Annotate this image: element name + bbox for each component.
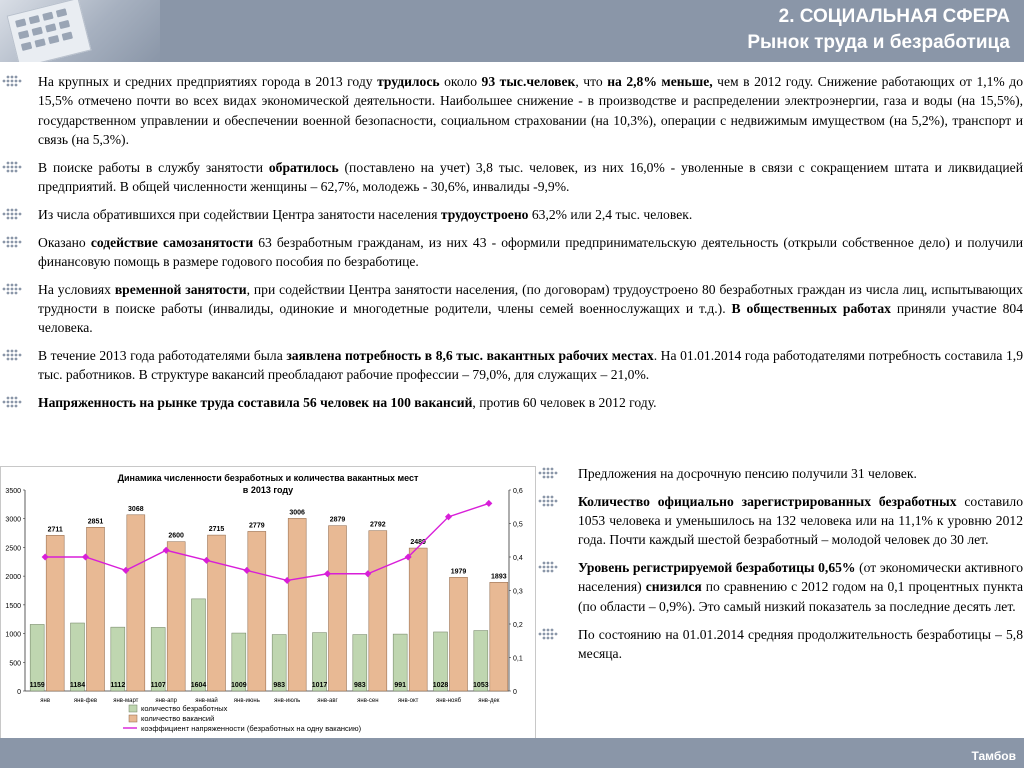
y2-tick-label: 0 [513, 689, 517, 696]
data-label-unemployed: 983 [353, 682, 366, 689]
data-label-unemployed: 1184 [69, 682, 86, 689]
emphasis-text: на 2,8% меньше, [607, 74, 713, 89]
bar-vacancies [329, 526, 347, 691]
bullet-icon [538, 627, 560, 641]
right-paragraph [578, 464, 1023, 483]
paragraph-text: (поставлено на учет) 3,8 тыс. человек, из них 16,0% - уволенные в связи с сокращением штата и ликвидацией предприятий. В общей численности женщины – 62,7%, молодежь - 30,6%, инвалиды -9,9%. [38, 159, 1023, 194]
main-paragraph [38, 393, 1023, 412]
right-text [578, 464, 1023, 672]
bar-vacancies [369, 531, 387, 691]
y2-tick-label: 0,3 [513, 588, 523, 596]
emphasis-text: 93 тыс.человек [481, 74, 576, 89]
section-title: 2. СОЦИАЛЬНАЯ СФЕРА [778, 6, 1010, 27]
data-label-unemployed: 983 [273, 682, 286, 689]
data-label-vacancies: 2489 [410, 539, 426, 547]
emphasis-text: содействие самозанятости [90, 234, 254, 250]
data-label-unemployed: 1107 [150, 682, 166, 689]
y-tick-label: 1000 [5, 631, 21, 639]
data-label-vacancies: 2851 [87, 518, 104, 526]
paragraph-text: 63,2% или 2,4 тыс. человек. [528, 206, 693, 222]
paragraph-text: На крупных и средних предприятиях города в 2013 году [38, 74, 378, 89]
y-tick-label: 1500 [5, 602, 21, 610]
paragraph-text: Предложения на досрочную пенсию получили 31 человек. [578, 466, 917, 481]
bullet-icon [538, 560, 560, 574]
y-tick-label: 3000 [5, 516, 21, 524]
data-label-vacancies: 1893 [491, 573, 507, 581]
y2-tick-label: 0,6 [513, 488, 523, 495]
paragraph-text: На условиях [38, 281, 115, 297]
main-paragraph [38, 346, 1023, 385]
data-label-vacancies: 2600 [168, 532, 184, 540]
y2-tick-label: 0,1 [513, 655, 523, 663]
paragraph-text: , против 60 человек в 2012 году. [472, 395, 657, 411]
y-tick-label: 500 [9, 660, 21, 668]
main-paragraph [38, 233, 1023, 272]
x-tick-label: янв-дек [478, 698, 500, 704]
y-tick-label: 0 [17, 689, 21, 696]
paragraph-text: Из числа обратившихся при содействии Центра занятости населения [38, 206, 441, 222]
legend-label-vacancies: количество вакансий [141, 714, 215, 723]
bar-vacancies [46, 535, 64, 691]
page-title: Рынок труда и безработица [747, 32, 1010, 53]
y-tick-label: 3500 [5, 488, 21, 495]
bullet-icon [2, 282, 24, 296]
x-tick-label: янв-сен [357, 698, 379, 704]
legend-label-unemployed: количество безработных [141, 704, 228, 713]
chart-subtitle: в 2013 году [242, 485, 294, 495]
y2-tick-label: 0,2 [513, 622, 523, 629]
tension-point [485, 500, 492, 507]
paragraph-text: приняли участие 804 человека. [38, 300, 1023, 336]
paragraph-text: чем в 2012 году. Снижение работающих от 1,1% до 15,5% отмечено почти во всех видах экономической деятельности. Наибольшее снижение - в производстве и распределении электроэнергии, газа и воды (на 15,5%), государственном управлении и обеспечении военной безопасности, социальном страховании (на 10,3%), операции с недвижимым имуществом (на 5,2%), транспорт и связь (на 5,3%). [38, 74, 1023, 147]
paragraph-text: , что [575, 74, 608, 89]
x-tick-label: янв-фев [73, 698, 98, 704]
bar-vacancies [409, 548, 427, 691]
x-tick-label: янв [40, 698, 51, 704]
y-tick-label: 2000 [5, 574, 21, 582]
legend-label-tension: коэффициент напряженности (безработных на одну вакансию) [141, 724, 362, 733]
paragraph-text: Оказано [38, 234, 91, 250]
bullet-icon [2, 235, 24, 249]
bullet-icon [538, 466, 560, 480]
data-label-vacancies: 2779 [249, 522, 265, 530]
emphasis-text: Количество официально зарегистрированных безработных [578, 493, 957, 509]
paragraph-text: 63 безработным гражданам, из них 43 - оформили предпринимательскую деятельность (открыли собственное дело) и получили финансовую помощь в размере годового пособия по безработице. [38, 234, 1024, 269]
bar-unemployed [192, 599, 206, 691]
x-tick-label: янв-май [195, 698, 218, 704]
data-label-vacancies: 3068 [128, 505, 144, 513]
x-tick-label: янв-нояб [435, 698, 462, 704]
paragraph-text: около [439, 74, 482, 89]
data-label-vacancies: 2715 [208, 526, 225, 534]
footer-bar [0, 738, 1024, 768]
chart-title: Динамика численности безработных и количества вакантных мест [117, 473, 419, 483]
data-label-unemployed: 1017 [311, 682, 328, 689]
bar-vacancies [208, 535, 226, 691]
paragraph-text: В течение 2013 года работодателями была [38, 348, 287, 364]
bar-vacancies [248, 531, 266, 691]
bar-vacancies [490, 582, 508, 691]
paragraph-text: , при содействии Центра занятости населения, (по договорам) трудоустроено 80 безработных граждан из числа лиц, испытывающих трудности в поиске работы (инвалиды, одинокие и многодетные родители, члены семей военнослужащих и т.д.). [38, 281, 1023, 316]
footer-city: Тамбов [971, 749, 1016, 763]
paragraph-text: По состоянию на 01.01.2014 средняя продолжительность безработицы – 5,8 месяца. [578, 626, 1023, 661]
emphasis-text: трудилось [377, 74, 440, 89]
x-tick-label: янв-июль [274, 698, 301, 704]
data-label-unemployed: 1009 [231, 682, 247, 689]
right-paragraph [578, 558, 1023, 616]
data-label-unemployed: 1604 [190, 682, 207, 689]
emphasis-text: заявлена потребность в 8,6 тыс. вакантных рабочих местах [286, 348, 654, 364]
data-label-unemployed: 1028 [432, 682, 449, 689]
emphasis-text: Напряженность на рынке труда составила 56 человек на 100 вакансий [38, 395, 473, 411]
main-paragraph [38, 280, 1023, 338]
main-paragraph [38, 205, 1023, 224]
calculator-icon [7, 0, 92, 62]
emphasis-text: В общественных работах [731, 300, 891, 316]
bullet-icon [2, 395, 24, 409]
paragraph-text: по сравнению с 2012 годом на 0,1 процентных пункта (по области – 0,9%). Это самый низкий показатель за последние десять лет. [578, 579, 1023, 614]
y2-tick-label: 0,5 [513, 521, 523, 529]
bar-vacancies [288, 518, 306, 691]
data-label-vacancies: 3006 [289, 509, 305, 517]
chart-svg [1, 467, 535, 738]
paragraph-text: (от экономически активного населения) [578, 560, 1023, 595]
data-label-vacancies: 2711 [47, 526, 63, 534]
header-bar [0, 0, 1024, 62]
paragraph-text: В поиске работы в службу занятости [38, 159, 269, 175]
header-calculator-image [0, 0, 160, 62]
bar-vacancies [450, 577, 468, 691]
bar-vacancies [87, 527, 105, 691]
x-tick-label: янв-июнь [233, 698, 260, 704]
legend-swatch-vacancies [129, 715, 137, 722]
bar-vacancies [167, 542, 185, 691]
bullet-icon [2, 160, 24, 174]
emphasis-text: временной занятости [114, 281, 247, 297]
data-label-vacancies: 2792 [370, 521, 386, 529]
data-label-unemployed: 1053 [473, 682, 489, 689]
data-label-unemployed: 1159 [29, 682, 45, 689]
right-paragraph [578, 492, 1023, 550]
bar-unemployed [71, 623, 85, 691]
x-tick-label: янв-окт [397, 698, 419, 704]
paragraph-text: составило 1053 человека и уменьшилось на 132 человека или на 11,1% к уровню 2012 года. Почти каждый шестой безработный – молодой человек до 30 лет. [578, 493, 1023, 548]
main-text [38, 72, 1023, 421]
emphasis-text: Уровень регистрируемой безработицы 0,65% [578, 560, 856, 576]
y-tick-label: 2500 [5, 545, 21, 553]
emphasis-text: обратилось [268, 159, 339, 175]
x-tick-label: янв-апр [155, 698, 178, 704]
bar-vacancies [127, 515, 145, 691]
emphasis-text: трудоустроено [440, 206, 529, 222]
main-paragraph [38, 72, 1023, 149]
x-tick-label: янв-март [113, 698, 139, 704]
emphasis-text: снизился [645, 579, 702, 595]
main-paragraph [38, 158, 1023, 197]
y2-tick-label: 0,4 [513, 555, 523, 562]
data-label-unemployed: 991 [394, 682, 407, 689]
legend-swatch-unemployed [129, 705, 137, 712]
right-paragraph [578, 625, 1023, 664]
chart [0, 466, 536, 739]
data-label-unemployed: 1112 [110, 682, 126, 689]
paragraph-text: . На 01.01.2014 года работодателями потребность составила 1,9 тыс. работников. В структуре вакансий преобладают рабочие профессии – 79,0%, для служащих – 21,0%. [38, 348, 1023, 383]
x-tick-label: янв-авг [317, 698, 338, 704]
bullet-icon [2, 207, 24, 221]
bullet-icon [538, 494, 560, 508]
bullet-icon [2, 348, 24, 362]
header-title [747, 4, 1010, 56]
data-label-vacancies: 2879 [329, 516, 346, 524]
bullet-icon [2, 74, 24, 88]
data-label-vacancies: 1979 [450, 568, 467, 576]
